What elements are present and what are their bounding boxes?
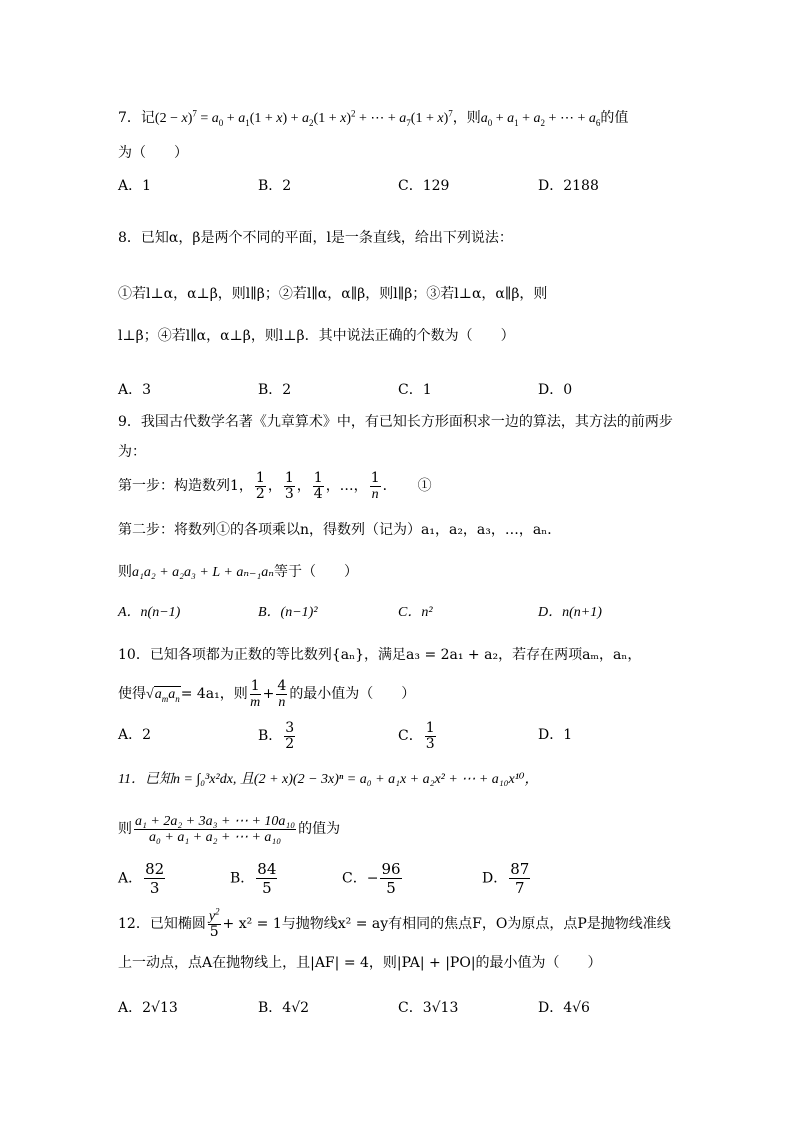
q8-option-a[interactable]: A．3 — [118, 382, 152, 398]
q9-option-a[interactable]: A．n(n−1) — [118, 605, 181, 620]
q12-stem-line2: 上一动点，点A在抛物线上，且|AF| = 4，则|PA| + |PO|的最小值为（ ） — [118, 955, 602, 971]
q10-option-d[interactable]: D．1 — [538, 727, 573, 743]
q9-step2: 第二步：将数列①的各项乘以n，得数列（记为）a₁，a₂，a₃，…，aₙ． — [118, 522, 562, 538]
q9-question: 则a₁a₂ + a₂a₃ + L + aₙ₋₁aₙ等于（ ） — [118, 564, 358, 580]
q8-option-d[interactable]: D．0 — [538, 382, 573, 398]
q7-number: 7．记 — [118, 110, 155, 126]
q9-step1: 第一步：构造数列1， $\frac{1}{2}$ ， $\frac{1}{3}$ ， $\frac{1}{4}$ ，…， $\frac{1}{n}$ ． ① — [118, 469, 432, 502]
q9-stem-line2: 为： — [118, 444, 146, 460]
q12-option-c[interactable]: C．3√13 — [398, 1000, 459, 1016]
q9-option-d[interactable]: D．n(n+1) — [538, 605, 602, 620]
q8-option-b[interactable]: B．2 — [258, 382, 292, 398]
q10-option-a[interactable]: A．2 — [118, 727, 152, 743]
q8-stem: 8．已知α，β是两个不同的平面，l是一条直线，给出下列说法： — [118, 230, 513, 246]
q11-option-a[interactable]: A． $\frac{82}{3}$ — [118, 860, 165, 897]
q7-option-a[interactable]: A．1 — [118, 178, 152, 194]
q12-option-a[interactable]: A．2√13 — [118, 1000, 178, 1016]
q11-option-d[interactable]: D． $\frac{87}{7}$ — [482, 860, 530, 897]
q8-statements-line1: ①若l⊥α，α⊥β，则l∥β；②若l∥α，α∥β，则l∥β；③若l⊥α，α∥β，则 — [118, 286, 548, 302]
q9-stem: 9．我国古代数学名著《九章算术》中，有已知长方形面积求一边的算法，其方法的前两步 — [118, 414, 673, 430]
q7-stem-line2: 为（ ） — [118, 145, 188, 161]
q11-stem-line2: 则 $\frac{\text{a₁ + 2a₂ + 3a₃ + ⋯ + 10a₁₀}}{\text{a₀ + a₁ + a₂ + ⋯ + a₁₀}}$ 的值为 — [118, 813, 341, 845]
q7-option-c[interactable]: C．129 — [398, 178, 450, 194]
q12-stem: 12．已知椭圆 $\frac{y^2}{5}$ + x² = 1与抛物线x² = ay有相同的焦点F，O为原点，点P是抛物线准线 — [118, 905, 671, 940]
q8-statements-line2: l⊥β；④若l∥α，α⊥β，则l⊥β．其中说法正确的个数为（ ） — [118, 328, 515, 344]
q10-stem: 10．已知各项都为正数的等比数列{aₙ}，满足a₃ = 2a₁ + a₂，若存在两项aₘ，aₙ， — [118, 647, 642, 663]
q10-option-c[interactable]: C． $\frac{1}{3}$ — [398, 719, 435, 752]
q10-stem-line2: 使得$√a_ma_n= 4a_1$，则 $\frac{1}{m}$ + $\frac{4}{n}$ 的最小值为（ ） — [118, 677, 416, 710]
q7-option-d[interactable]: D．2188 — [538, 178, 599, 194]
q12-option-d[interactable]: D．4√6 — [538, 1000, 590, 1016]
q7-option-b[interactable]: B．2 — [258, 178, 292, 194]
q11-option-b[interactable]: B． $\frac{84}{5}$ — [230, 860, 277, 897]
q8-option-c[interactable]: C．1 — [398, 382, 432, 398]
q7-stem: 7．记$(2 - x)^7 = a_0 + a_1(1 + x) + a_2(1 + x)^2$ + ⋯ + $a_7(1 + x)^7$，则$a_0 + a_1 + a_2$ + ⋯ + $a_6$的值 — [118, 108, 629, 128]
q11-option-c[interactable]: C．− $\frac{96}{5}$ — [342, 860, 401, 897]
q11-stem: 11．已知n = ∫₀³x²dx, 且(2 + x)(2 − 3x)ⁿ = a₀ + a₁x + a₂x² + ⋯ + a₁₀x¹⁰， — [118, 772, 539, 787]
q9-option-c[interactable]: C．n² — [398, 605, 433, 620]
q12-option-b[interactable]: B．4√2 — [258, 1000, 310, 1016]
q9-option-b[interactable]: B．(n−1)² — [258, 605, 318, 620]
q10-option-b[interactable]: B． $\frac{3}{2}$ — [258, 719, 295, 752]
